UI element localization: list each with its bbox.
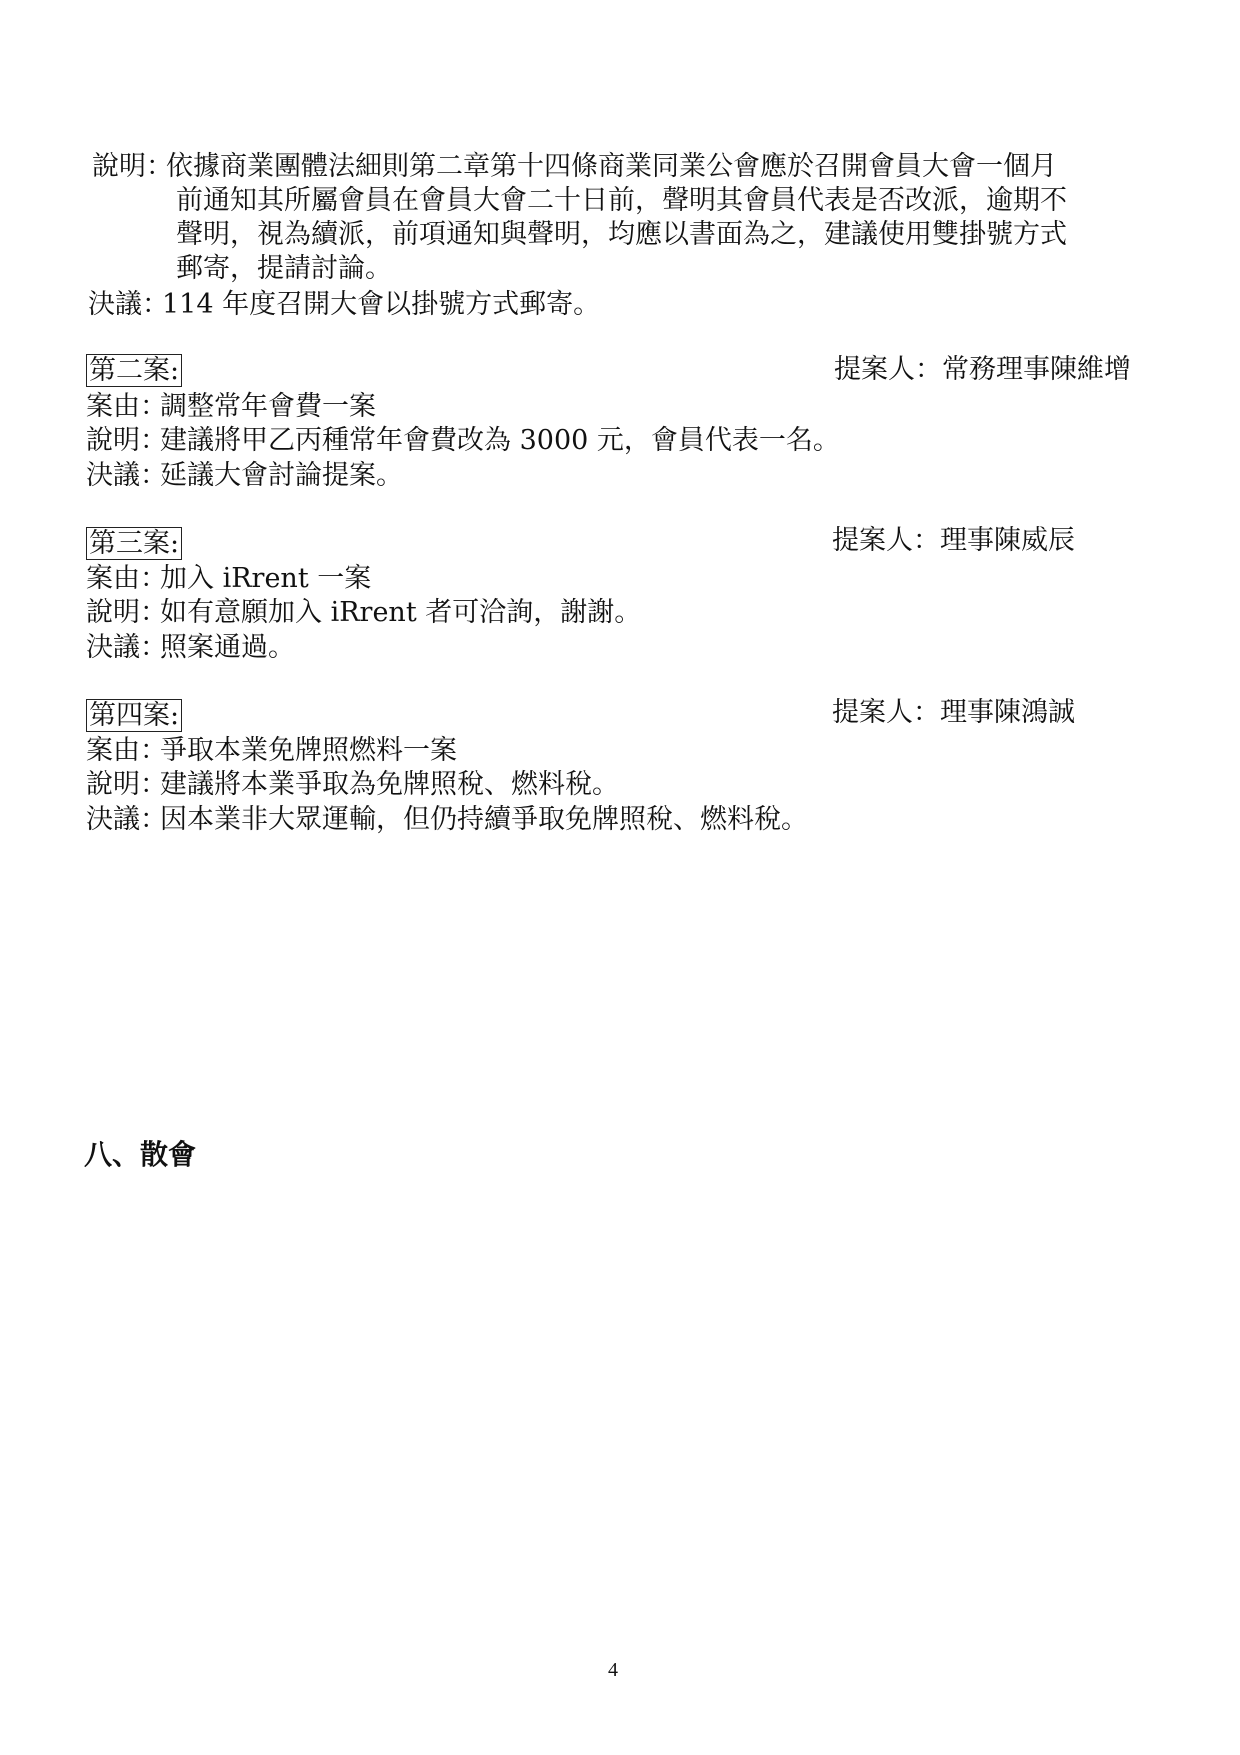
subject-text: 爭取本業免牌照燃料一案 <box>160 735 457 766</box>
adjournment-heading: 八、散會 <box>84 1138 197 1171</box>
explanation-label: 說明 <box>86 597 140 628</box>
explanation-line-2: 前通知其所屬會員在會員大會二十日前，聲明其會員代表是否改派，逾期不 <box>176 185 1067 216</box>
case3-resolution <box>86 631 295 664</box>
case4-proposer: 提案人：理事陳鴻誠 <box>832 697 1075 728</box>
colon: ： <box>146 151 173 182</box>
case4-resolution <box>86 803 808 836</box>
colon: ： <box>140 804 167 835</box>
case2-explanation <box>86 424 840 457</box>
colon: ： <box>140 563 167 594</box>
case2-title: 第二案: <box>86 354 182 387</box>
colon: ： <box>142 289 169 320</box>
case4-title: 第四案: <box>86 699 182 732</box>
case2-subject <box>86 390 376 423</box>
case3-explanation <box>86 596 641 629</box>
case1-explanation <box>92 150 1057 183</box>
resolution-label: 決議 <box>86 804 140 835</box>
case2-resolution <box>86 459 403 492</box>
subject-label: 案由 <box>86 563 140 594</box>
case3-subject <box>86 562 371 595</box>
case2-proposer: 提案人：常務理事陳維增 <box>834 354 1131 385</box>
resolution-text: 114 年度召開大會以掛號方式郵寄。 <box>162 289 601 320</box>
case4-subject <box>86 734 457 767</box>
explanation-line-1: 依據商業團體法細則第二章第十四條商業同業公會應於召開會員大會一個月 <box>166 151 1057 182</box>
resolution-text: 照案通過。 <box>160 632 295 663</box>
colon: ： <box>140 391 167 422</box>
resolution-text: 因本業非大眾運輸，但仍持續爭取免牌照稅、燃料稅。 <box>160 804 808 835</box>
colon: ： <box>140 735 167 766</box>
page-number: 4 <box>608 1659 618 1681</box>
colon: ： <box>140 597 167 628</box>
subject-text: 加入 iRrent 一案 <box>160 563 372 594</box>
explanation-text: 建議將甲乙丙種常年會費改為 3000 元，會員代表一名。 <box>160 425 840 456</box>
explanation-label: 說明 <box>86 425 140 456</box>
explanation-line-4: 郵寄，提請討論。 <box>176 253 392 284</box>
colon: ： <box>140 460 167 491</box>
case1-resolution <box>88 288 600 321</box>
explanation-label: 說明 <box>86 769 140 800</box>
resolution-label: 決議 <box>86 632 140 663</box>
case3-proposer: 提案人：理事陳威辰 <box>832 525 1075 556</box>
subject-label: 案由 <box>86 735 140 766</box>
case3-title: 第三案: <box>86 527 182 560</box>
case4-explanation <box>86 768 619 801</box>
explanation-label: 說明 <box>92 151 146 182</box>
explanation-text: 如有意願加入 iRrent 者可洽詢，謝謝。 <box>160 597 642 628</box>
colon: ： <box>140 769 167 800</box>
explanation-line-3: 聲明，視為續派，前項通知與聲明，均應以書面為之，建議使用雙掛號方式 <box>176 219 1067 250</box>
resolution-text: 延議大會討論提案。 <box>160 460 403 491</box>
colon: ： <box>140 632 167 663</box>
resolution-label: 決議 <box>86 460 140 491</box>
subject-text: 調整常年會費一案 <box>160 391 376 422</box>
colon: ： <box>140 425 167 456</box>
explanation-text: 建議將本業爭取為免牌照稅、燃料稅。 <box>160 769 619 800</box>
subject-label: 案由 <box>86 391 140 422</box>
resolution-label: 決議 <box>88 289 142 320</box>
